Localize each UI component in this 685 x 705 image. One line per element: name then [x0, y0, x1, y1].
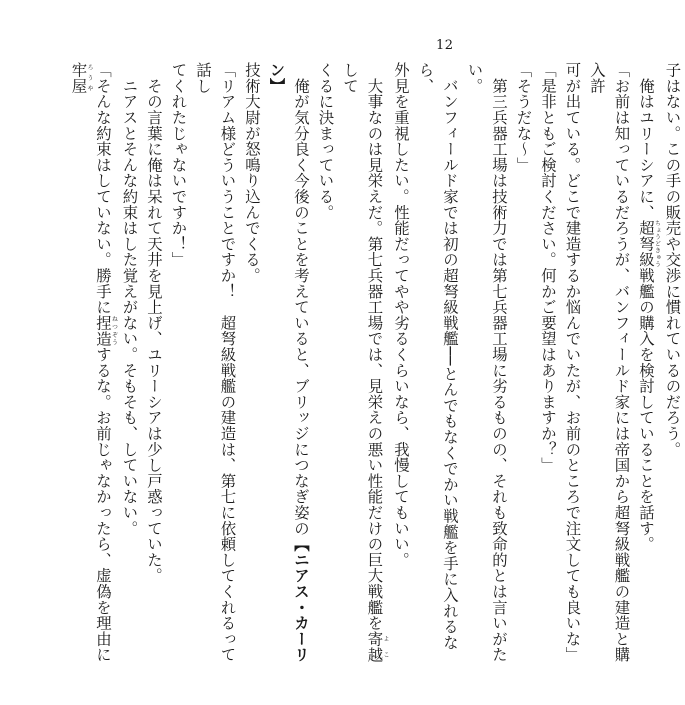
text-line: 子はない。この手の販売や交渉に慣れているのだろう。 [663, 62, 682, 457]
text-line: 俺はユリーシアに、超弩級ちょうどきゅう戦艦の購入を検討していることを話す。 [637, 62, 661, 552]
text-line: 「そうだな〜」 [514, 62, 533, 173]
text-line: 可が出ている。どこで建造するか悩んでいたが、お前のところで注文しても良いな」 [563, 62, 582, 663]
text-line: 第三兵器工場は技術力では第七兵器工場に劣るものの、それも致命的とは言いがたい。 [465, 62, 508, 663]
text-line: 「お前は知っているだろうが、バンフィールド家には帝国から超弩級戦艦の建造と購入許 [588, 62, 631, 663]
character-name: 【ニアス・カーリン】 [267, 62, 310, 663]
novel-text-area [66, 62, 682, 674]
novel-text [66, 62, 685, 674]
text-line: 大事なのは見栄えだ。第七兵器工場では、見栄えの悪い性能だけの巨大戦艦を寄越よこして [341, 62, 389, 663]
text-line: 技術大尉が怒鳴り込んでくる。 [243, 62, 261, 284]
text-line: 「そんな約束はしていない。勝手に捏造ねつぞうするな。お前じゃなかったら、虚偽を理由に牢屋ろうや [69, 62, 118, 663]
text-line: バンフィールド家では初の超弩級戦艦──とんでもなくでかい戦艦を手に入れるなら、 [416, 62, 459, 651]
text-line: てくれたじゃないですか！」 [169, 62, 188, 268]
text-line: ニアスとそんな約束はした覚えがない。そもそも、していない。 [120, 62, 139, 536]
text-line: 外見を重視したい。性能だってやや劣るくらいなら、我慢してもいい。 [392, 62, 410, 568]
page-number: 12 [436, 38, 454, 53]
text-line: その言葉に俺は呆れて天井を見上げ、ユリーシアは少し戸惑っていた。 [145, 62, 163, 584]
text-line: 「是非ともご検討ください。何かご要望はありますか？」 [539, 62, 557, 473]
text-line: くるに決まっている。 [316, 62, 335, 220]
text-line: 俺が気分良く今後のことを考えていると、ブリッジにつなぎ姿の【ニアス・カーリン】 [267, 62, 310, 663]
text-line: 「リアム様どういうことですか！ 超弩級戦艦の建造は、第七に依頼してくれるって話し [194, 62, 237, 663]
